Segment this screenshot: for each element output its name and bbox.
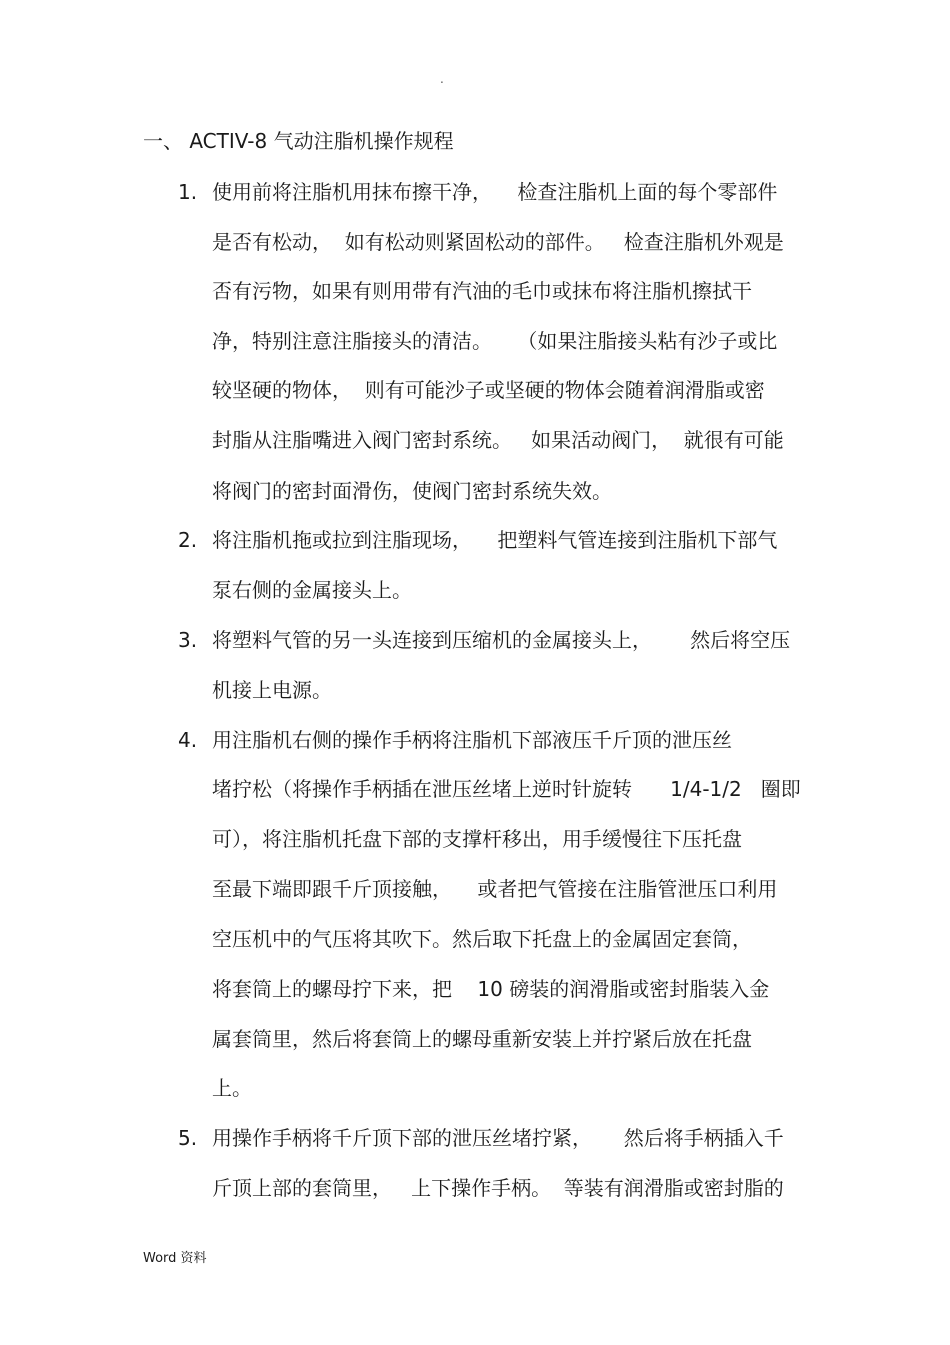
list-item-number: 3. bbox=[178, 628, 198, 652]
list-item-line: 将套筒上的螺母拧下来，把 10 磅装的润滑脂或密封脂装入金 bbox=[212, 977, 770, 1001]
list-item-number: 2. bbox=[178, 528, 198, 552]
list-item-line: 封脂从注脂嘴进入阀门密封系统。 如果活动阀门， 就很有可能 bbox=[212, 428, 784, 452]
list-item-line: 将塑料气管的另一头连接到压缩机的金属接头上， 然后将空压 bbox=[212, 628, 791, 652]
page-footer: Word 资料 bbox=[143, 1251, 207, 1266]
list-item-line: 至最下端即跟千斤顶接触， 或者把气管接在注脂管泄压口利用 bbox=[212, 877, 778, 901]
page-marker-dot: . bbox=[440, 72, 444, 86]
list-item-line: 上。 bbox=[212, 1076, 252, 1100]
list-item-number: 1. bbox=[178, 180, 198, 204]
list-item-line: 用注脂机右侧的操作手柄将注脂机下部液压千斤顶的泄压丝 bbox=[212, 728, 732, 752]
list-item-line: 将注脂机拖或拉到注脂现场， 把塑料气管连接到注脂机下部气 bbox=[212, 528, 778, 552]
list-item-number: 5. bbox=[178, 1126, 198, 1150]
list-item-line: 用操作手柄将千斤顶下部的泄压丝堵拧紧， 然后将手柄插入千 bbox=[212, 1126, 784, 1150]
list-item-line: 属套筒里，然后将套筒上的螺母重新安装上并拧紧后放在托盘 bbox=[212, 1027, 752, 1051]
list-item-line: 泵右侧的金属接头上。 bbox=[212, 578, 412, 602]
list-item-number: 4. bbox=[178, 728, 198, 752]
list-item-line: 是否有松动， 如有松动则紧固松动的部件。 检查注脂机外观是 bbox=[212, 230, 784, 254]
section-heading: 一、 ACTIV-8 气动注脂机操作规程 bbox=[143, 129, 454, 153]
list-item-line: 净，特别注意注脂接头的清洁。 （如果注脂接头粘有沙子或比 bbox=[212, 329, 778, 353]
list-item-line: 堵拧松（将操作手柄插在泄压丝堵上逆时针旋转 1/4-1/2 圈即 bbox=[212, 777, 801, 801]
list-item-line: 斤顶上部的套筒里， 上下操作手柄。 等装有润滑脂或密封脂的 bbox=[212, 1176, 784, 1200]
list-item-line: 将阀门的密封面滑伤，使阀门密封系统失效。 bbox=[212, 479, 612, 503]
list-item-line: 机接上电源。 bbox=[212, 678, 332, 702]
list-item-line: 可），将注脂机托盘下部的支撑杆移出，用手缓慢往下压托盘 bbox=[212, 827, 742, 851]
list-item-line: 空压机中的气压将其吹下。然后取下托盘上的金属固定套筒， bbox=[212, 927, 752, 951]
list-item-line: 否有污物，如果有则用带有汽油的毛巾或抹布将注脂机擦拭干 bbox=[212, 279, 752, 303]
list-item-line: 使用前将注脂机用抹布擦干净， 检查注脂机上面的每个零部件 bbox=[212, 180, 778, 204]
list-item-line: 较坚硬的物体， 则有可能沙子或坚硬的物体会随着润滑脂或密 bbox=[212, 378, 765, 402]
